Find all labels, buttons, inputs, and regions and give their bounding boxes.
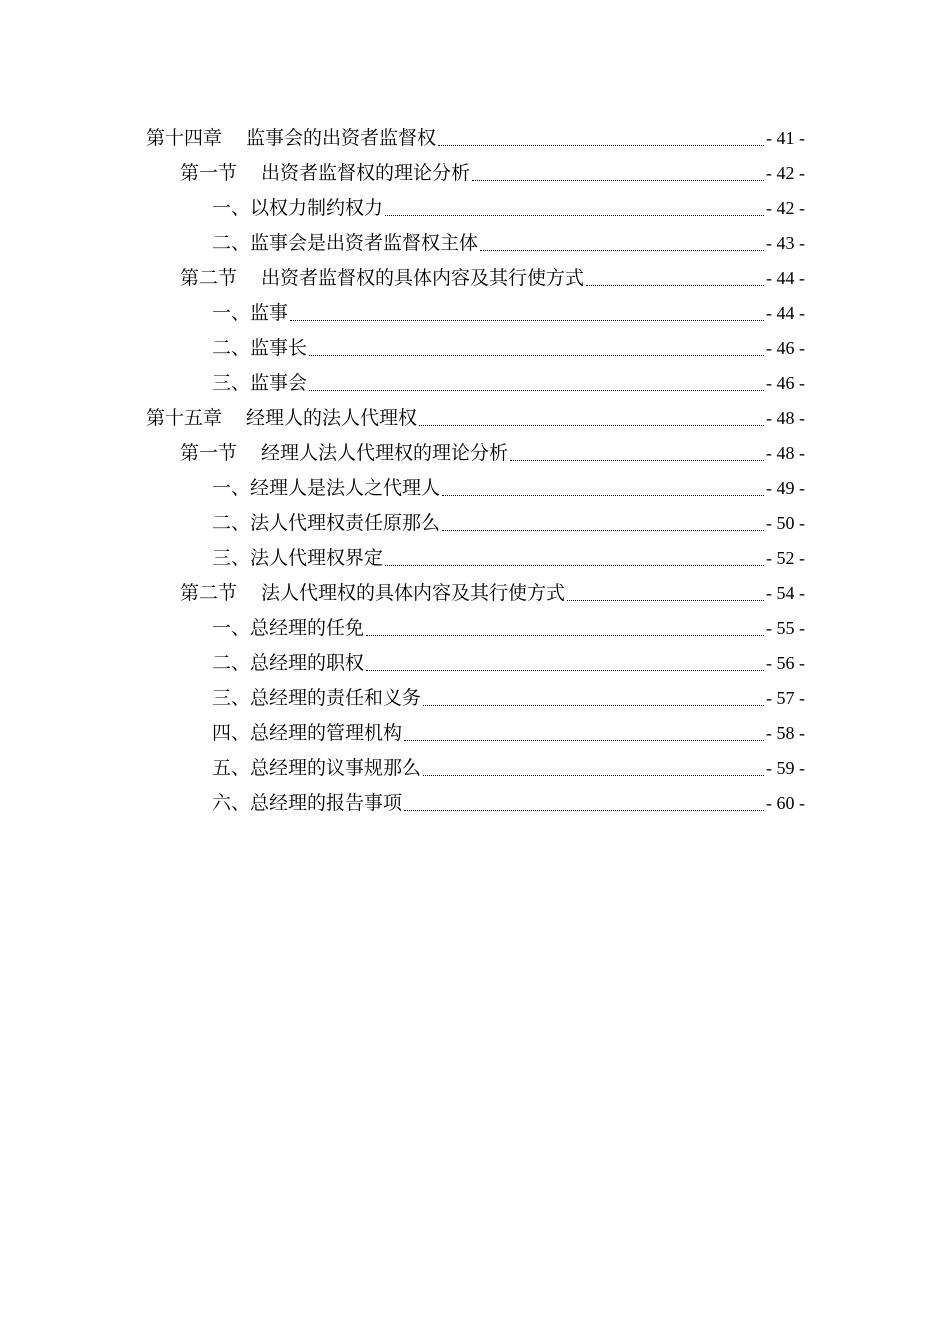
toc-entry-label: 二、法人代理权责任原那么 <box>212 512 441 534</box>
toc-entry-label: 第一节 出资者监督权的理论分析 <box>180 162 471 184</box>
toc-leader-dots <box>472 180 764 181</box>
toc-page-number: - 42 - <box>766 198 805 218</box>
toc-leader-dots <box>366 670 764 671</box>
toc-entry-label: 三、监事会 <box>212 372 308 394</box>
toc-leader-dots <box>385 565 764 566</box>
toc-leader-dots <box>385 215 764 216</box>
toc-entry-label: 一、经理人是法人之代理人 <box>212 477 441 499</box>
toc-entry[interactable] <box>0 293 950 328</box>
toc-entry[interactable] <box>0 398 950 433</box>
toc-entry-label: 第二节 出资者监督权的具体内容及其行使方式 <box>180 267 585 289</box>
toc-entry-label: 一、以权力制约权力 <box>212 197 384 219</box>
toc-page-number: - 60 - <box>766 793 805 813</box>
toc-page-number: - 50 - <box>766 513 805 533</box>
toc-entry-label: 六、总经理的报告事项 <box>212 792 403 814</box>
toc-page-number: - 57 - <box>766 688 805 708</box>
toc-entry-label: 四、总经理的管理机构 <box>212 722 403 744</box>
toc-entry-label: 三、法人代理权界定 <box>212 547 384 569</box>
toc-leader-dots <box>309 390 764 391</box>
toc-entry[interactable] <box>0 188 950 223</box>
toc-page-number: - 56 - <box>766 653 805 673</box>
toc-leader-dots <box>290 320 764 321</box>
toc-leader-dots <box>567 600 764 601</box>
toc-entry-label: 二、总经理的职权 <box>212 652 365 674</box>
toc-leader-dots <box>480 250 764 251</box>
toc-entry-label: 第二节 法人代理权的具体内容及其行使方式 <box>180 582 566 604</box>
toc-page-number: - 59 - <box>766 758 805 778</box>
toc-entry[interactable] <box>0 433 950 468</box>
toc-page-number: - 55 - <box>766 618 805 638</box>
toc-page-number: - 52 - <box>766 548 805 568</box>
toc-leader-dots <box>586 285 764 286</box>
toc-page-number: - 46 - <box>766 373 805 393</box>
toc-leader-dots <box>309 355 764 356</box>
toc-leader-dots <box>404 740 764 741</box>
toc-leader-dots <box>419 425 764 426</box>
toc-entry[interactable] <box>0 153 950 188</box>
toc-page-number: - 48 - <box>766 443 805 463</box>
toc-page-number: - 58 - <box>766 723 805 743</box>
table-of-contents <box>0 118 950 818</box>
toc-entry[interactable] <box>0 678 950 713</box>
toc-entry-label: 二、监事会是出资者监督权主体 <box>212 232 479 254</box>
toc-entry[interactable] <box>0 363 950 398</box>
toc-entry-label: 一、监事 <box>212 302 289 324</box>
toc-page-number: - 44 - <box>766 303 805 323</box>
toc-leader-dots <box>442 530 764 531</box>
toc-leader-dots <box>438 145 764 146</box>
toc-leader-dots <box>423 705 764 706</box>
toc-entry-label: 第一节 经理人法人代理权的理论分析 <box>180 442 509 464</box>
toc-entry-label: 二、监事长 <box>212 337 308 359</box>
toc-entry[interactable] <box>0 503 950 538</box>
toc-page-number: - 48 - <box>766 408 805 428</box>
toc-entry[interactable] <box>0 713 950 748</box>
toc-entry-label: 一、总经理的任免 <box>212 617 365 639</box>
toc-leader-dots <box>510 460 764 461</box>
toc-entry[interactable] <box>0 608 950 643</box>
toc-entry-label: 五、总经理的议事规那么 <box>212 757 422 779</box>
toc-page-number: - 49 - <box>766 478 805 498</box>
toc-entry-label: 第十四章 监事会的出资者监督权 <box>146 127 437 149</box>
toc-entry[interactable] <box>0 468 950 503</box>
toc-leader-dots <box>423 775 764 776</box>
toc-leader-dots <box>442 495 764 496</box>
toc-entry[interactable] <box>0 573 950 608</box>
toc-page-number: - 46 - <box>766 338 805 358</box>
toc-entry-label: 第十五章 经理人的法人代理权 <box>146 407 418 429</box>
toc-entry[interactable] <box>0 643 950 678</box>
toc-page-number: - 41 - <box>766 128 805 148</box>
toc-entry[interactable] <box>0 538 950 573</box>
toc-entry-label: 三、总经理的责任和义务 <box>212 687 422 709</box>
toc-entry[interactable] <box>0 258 950 293</box>
toc-entry[interactable] <box>0 328 950 363</box>
toc-entry[interactable] <box>0 223 950 258</box>
toc-page-number: - 43 - <box>766 233 805 253</box>
toc-entry[interactable] <box>0 118 950 153</box>
toc-page-number: - 54 - <box>766 583 805 603</box>
toc-leader-dots <box>404 810 764 811</box>
toc-page-number: - 42 - <box>766 163 805 183</box>
toc-leader-dots <box>366 635 764 636</box>
toc-entry[interactable] <box>0 783 950 818</box>
toc-page-number: - 44 - <box>766 268 805 288</box>
toc-entry[interactable] <box>0 748 950 783</box>
